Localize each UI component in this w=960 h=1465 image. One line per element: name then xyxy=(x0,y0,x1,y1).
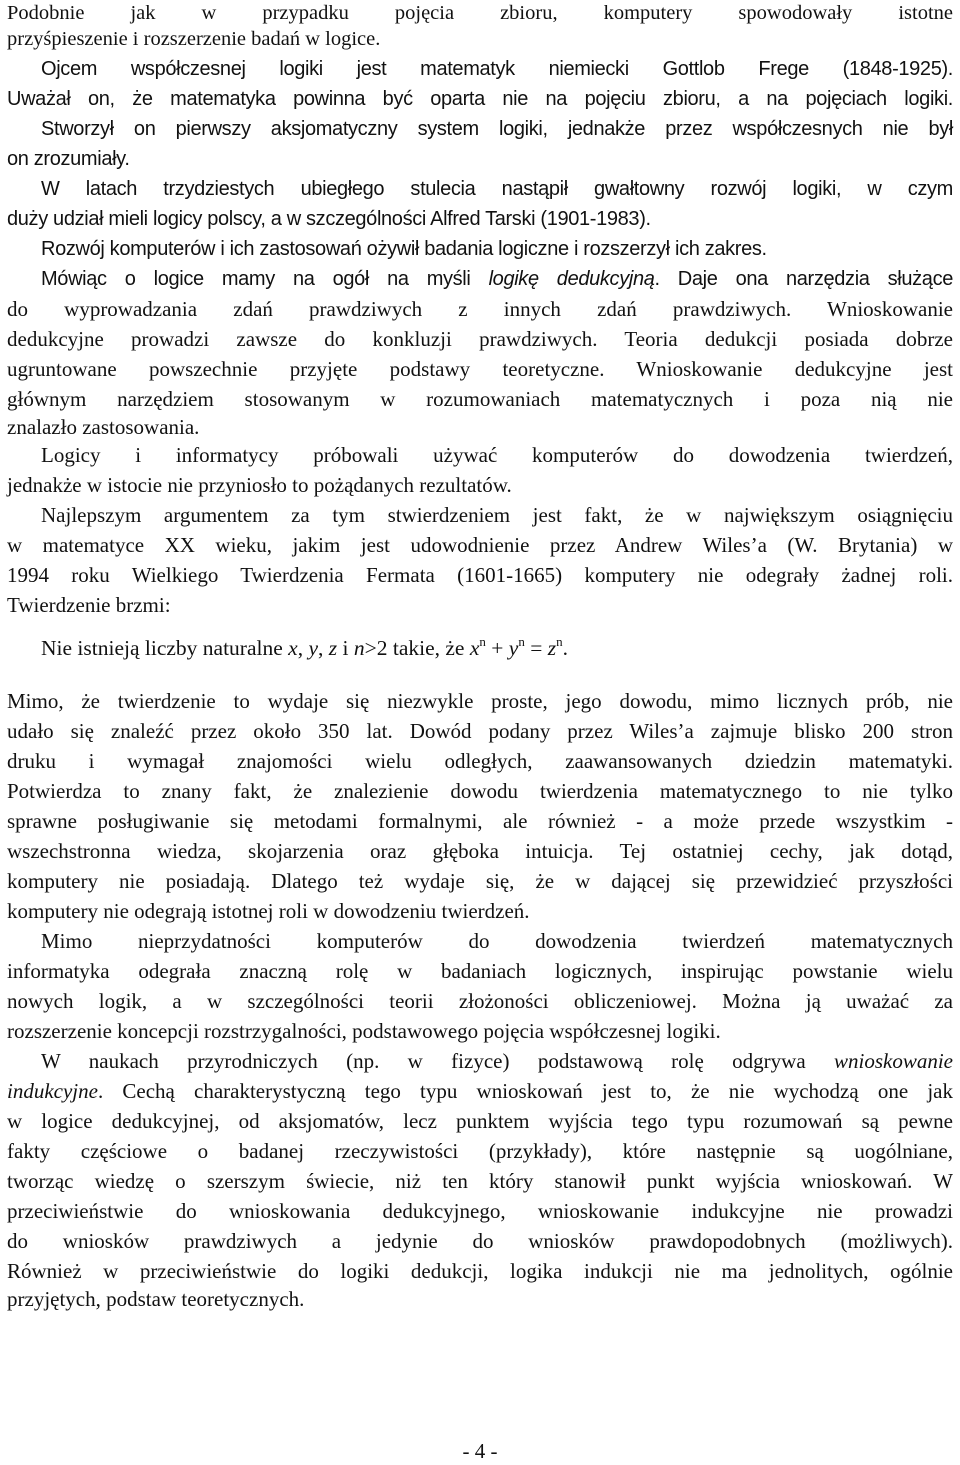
italic-term: indukcyjne xyxy=(7,1079,98,1103)
text-line: Mówiąc o logice mamy na ogół na myśli logikę dedukcyjną. Daje ona narzędzia służące xyxy=(41,268,953,290)
text-line: Podobnie jak w przypadku pojęcia zbioru, komputery spowodowały istotne xyxy=(7,2,953,24)
text-line: 1994 roku Wielkiego Twierdzenia Fermata (1601-1665) komputery nie odegrały żadnej roli. xyxy=(7,563,953,587)
text-line: komputery nie odegrają istotnej roli w dowodzeniu twierdzeń. xyxy=(7,899,530,923)
italic-term: logikę dedukcyjną xyxy=(488,268,655,290)
text-line: Mimo, że twierdzenie to wydaje się niezwykle proste, jego dowodu, mimo licznych prób, nie xyxy=(7,689,953,713)
text-line: do wyprowadzania zdań prawdziwych z innych zdań prawdziwych. Wnioskowanie xyxy=(7,297,953,321)
text-line: W latach trzydziestych ubiegłego stulecia nastąpił gwałtowny rozwój logiki, w czym xyxy=(41,178,953,200)
text-line: dedukcyjne prowadzi zawsze do konkluzji prawdziwych. Teoria dedukcji posiada dobrze xyxy=(7,327,953,351)
text-line: on zrozumiały. xyxy=(7,148,130,170)
text-line: w logice dedukcyjnej, od aksjomatów, lecz punktem wyjścia tego typu rozumowań są pewne xyxy=(7,1109,953,1133)
text-line: przyjętych, podstaw teoretycznych. xyxy=(7,1287,305,1311)
text-line: znalazło zastosowania. xyxy=(7,415,200,439)
italic-term: wnioskowanie xyxy=(834,1049,953,1073)
text-line: do wniosków prawdziwych a jedynie do wniosków prawdopodobnych (możliwych). xyxy=(7,1229,953,1253)
text-line: Również w przeciwieństwie do logiki dedukcji, logika indukcji nie ma jednolitych, ogólnie xyxy=(7,1259,953,1283)
text-line: udało się znaleźć przez około 350 lat. Dowód podany przez Wiles’a zajmuje blisko 200 stron xyxy=(7,719,953,743)
text-line: Rozwój komputerów i ich zastosowań ożywił badania logiczne i rozszerzył ich zakres. xyxy=(41,238,767,260)
text-line: duży udział mieli logicy polscy, a w szczególności Alfred Tarski (1901-1983). xyxy=(7,208,651,230)
text-line: indukcyjne. Cechą charakterystyczną tego typu wnioskowań jest to, że nie wychodzą one jak xyxy=(7,1079,953,1103)
text-line: Ojcem współczesnej logiki jest matematyk niemiecki Gottlob Frege (1848-1925). xyxy=(41,58,953,80)
text-line: Uważał on, że matematyka powinna być oparta nie na pojęciu zbioru, a na pojęciach logiki. xyxy=(7,88,953,110)
text-line: ugruntowane powszechnie przyjęte podstawy teoretyczne. Wnioskowanie dedukcyjne jest xyxy=(7,357,953,381)
text-line: nowych logik, a w szczególności teorii złożoności obliczeniowej. Można ją uważać za xyxy=(7,989,953,1013)
text-line: Mimo nieprzydatności komputerów do dowodzenia twierdzeń matematycznych xyxy=(41,929,953,953)
text-line: Stworzył on pierwszy aksjomatyczny system logiki, jednakże przez współczesnych nie był xyxy=(41,118,953,140)
text-line: Twierdzenie brzmi: xyxy=(7,593,171,617)
text-line: druku i wymagał znajomości wielu odległych, zaawansowanych dziedzin matematyki. xyxy=(7,749,953,773)
text-line: wszechstronna wiedza, skojarzenia oraz głęboka intuicja. Tej ostatniej cechy, jak dotąd, xyxy=(7,839,953,863)
text-line: jednakże w istocie nie przyniosło to pożądanych rezultatów. xyxy=(7,473,512,497)
text-line: tworząc wiedzę o szerszym świecie, niż ten który stanowił punkt wyjścia wnioskowań. W xyxy=(7,1169,953,1193)
text-line: W naukach przyrodniczych (np. w fizyce) podstawową rolę odgrywa wnioskowanie xyxy=(41,1049,953,1073)
text-line: przyśpieszenie i rozszerzenie badań w logice. xyxy=(7,28,381,50)
text-line: przeciwieństwie do wnioskowania dedukcyjnego, wnioskowanie indukcyjne nie prowadzi xyxy=(7,1199,953,1223)
fermat-theorem-statement: Nie istnieją liczby naturalne x, y, z i n>2 takie, że $x^n + y^n = z^n$. xyxy=(41,634,568,660)
text-line: głównym narzędziem stosowanym w rozumowaniach matematycznych i poza nią nie xyxy=(7,387,953,411)
text-line: fakty częściowe o badanej rzeczywistości (przykłady), które następnie są uogólniane, xyxy=(7,1139,953,1163)
text-line: komputery nie posiadają. Dlatego też wydaje się, że w dającej się przewidzieć przyszłości xyxy=(7,869,953,893)
text-line: Najlepszym argumentem za tym stwierdzeniem jest fakt, że w największym osiągnięciu xyxy=(41,503,953,527)
text-line: informatyka odegrała znaczną rolę w badaniach logicznych, inspirując powstanie wielu xyxy=(7,959,953,983)
text-line: w matematyce XX wieku, jakim jest udowodnienie przez Andrew Wiles’a (W. Brytania) w xyxy=(7,533,953,557)
text-line: Potwierdza to znany fakt, że znalezienie dowodu twierdzenia matematycznego to nie tylko xyxy=(7,779,953,803)
page-number: - 4 - xyxy=(462,1439,498,1463)
text-line: sprawne posługiwanie się metodami formalnymi, ale również - a może przede wszystkim - xyxy=(7,809,953,833)
text-line: Logicy i informatycy próbowali używać komputerów do dowodzenia twierdzeń, xyxy=(41,443,953,467)
text-line: rozszerzenie koncepcji rozstrzygalności, podstawowego pojęcia współczesnej logiki. xyxy=(7,1019,721,1043)
